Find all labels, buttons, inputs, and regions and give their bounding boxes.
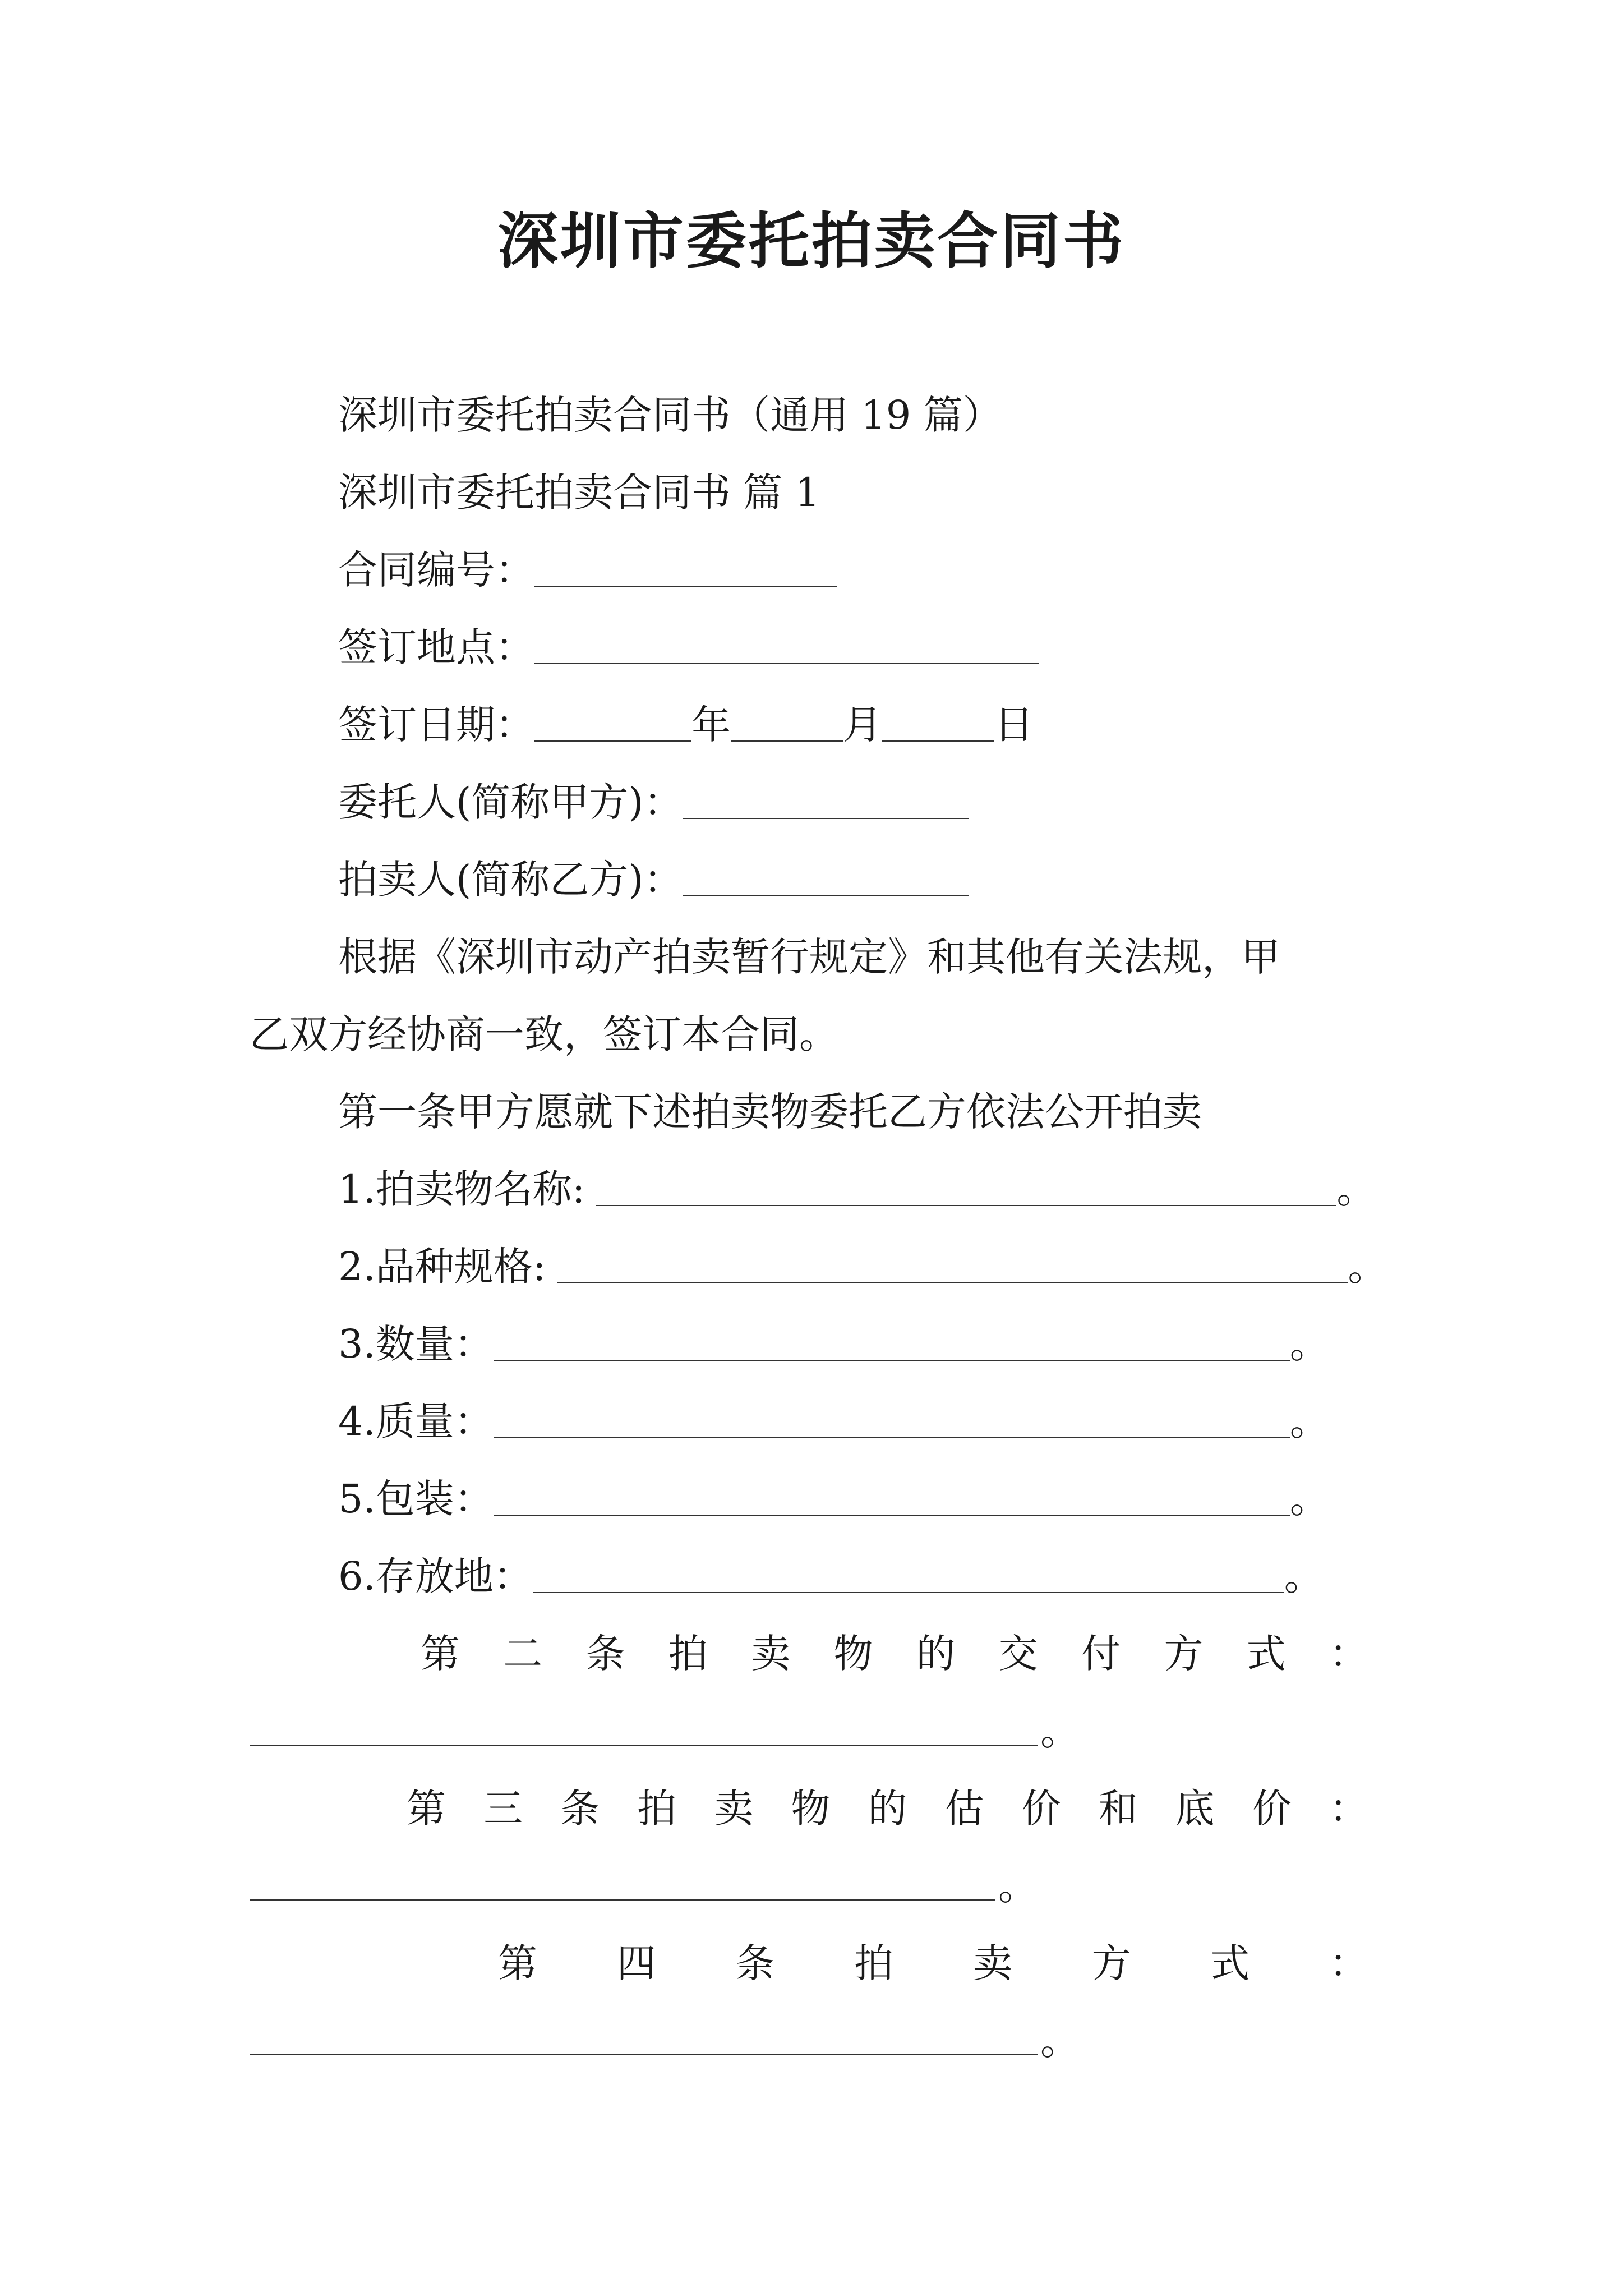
article-4-heading xyxy=(498,1935,1368,1991)
subtitle: 深圳市委托拍卖合同书（通用 19 篇） xyxy=(338,392,1002,438)
contract-number-row xyxy=(338,542,837,598)
article-3-char: 第 xyxy=(407,1786,446,1832)
intro-line-1: 根据《深圳市动产拍卖暂行规定》和其他有关法规，甲 xyxy=(338,934,1280,980)
item-1-blank[interactable] xyxy=(596,1166,1336,1206)
article-3-blank[interactable] xyxy=(250,1899,995,1901)
sign-date-label: 签订日期： xyxy=(338,702,534,748)
year-blank[interactable] xyxy=(534,701,691,742)
article-2-period: 。 xyxy=(1040,1708,1080,1754)
item-6-label: 6.存放地： xyxy=(338,1553,533,1599)
party-a-label: 委托人(简称甲方)： xyxy=(338,779,683,825)
article-2-char: 方 xyxy=(1164,1631,1204,1677)
item-3-row xyxy=(338,1316,1329,1372)
article-2-blank[interactable] xyxy=(250,1745,1038,1746)
sign-date-row xyxy=(338,697,1034,753)
article-2-char: 第 xyxy=(421,1631,460,1677)
article-3-char: 物 xyxy=(791,1786,831,1832)
sign-place-row xyxy=(338,619,1039,675)
article-2-heading xyxy=(421,1626,1368,1682)
item-5-row xyxy=(338,1471,1329,1527)
month-label: 月 xyxy=(843,702,882,748)
article-4-char: ： xyxy=(1329,1940,1368,1986)
article-3-period: 。 xyxy=(998,1863,1038,1909)
item-6-blank[interactable] xyxy=(533,1553,1284,1593)
article-3-char: 估 xyxy=(944,1786,984,1832)
article-2-char: 付 xyxy=(1081,1631,1121,1677)
article-3-heading xyxy=(407,1780,1368,1837)
party-b-blank[interactable] xyxy=(683,856,969,896)
article-2-char: 的 xyxy=(916,1631,956,1677)
sign-place-blank[interactable] xyxy=(534,624,1039,664)
article-3-char: 价 xyxy=(1021,1786,1061,1832)
article-4-period: 。 xyxy=(1040,2018,1080,2064)
article-2-char: 交 xyxy=(998,1631,1038,1677)
article-4-char: 式 xyxy=(1210,1940,1250,1986)
item-1-label: 1.拍卖物名称: xyxy=(338,1166,585,1212)
item-2-blank[interactable] xyxy=(557,1243,1348,1283)
article-2-char: 拍 xyxy=(668,1631,708,1677)
article-3-char: 底 xyxy=(1175,1786,1215,1832)
article-4-char: 第 xyxy=(498,1940,537,1986)
party-a-row xyxy=(338,774,969,830)
article-2-char: 卖 xyxy=(751,1631,791,1677)
article-3-char: 三 xyxy=(483,1786,523,1832)
contract-number-blank[interactable] xyxy=(534,546,837,587)
article-4-char: 卖 xyxy=(972,1940,1012,1986)
item-4-label: 4.质量： xyxy=(338,1398,494,1444)
item-2-row xyxy=(338,1239,1387,1295)
article-1: 第一条甲方愿就下述拍卖物委托乙方依法公开拍卖 xyxy=(338,1089,1202,1135)
item-3-label: 3.数量： xyxy=(338,1321,494,1367)
article-3-char: 价 xyxy=(1252,1786,1292,1832)
article-3-char: 条 xyxy=(560,1786,600,1832)
article-2-char: ： xyxy=(1329,1631,1368,1677)
item-3-period: 。 xyxy=(1289,1321,1329,1367)
article-2-char: 二 xyxy=(503,1631,543,1677)
article-3-char: 拍 xyxy=(637,1786,677,1832)
item-1-row xyxy=(338,1161,1376,1217)
article-4-char: 方 xyxy=(1091,1940,1131,1986)
item-5-blank[interactable] xyxy=(494,1475,1290,1516)
item-6-period: 。 xyxy=(1284,1553,1324,1599)
day-blank[interactable] xyxy=(882,701,994,742)
party-b-row xyxy=(338,852,969,908)
item-5-period: 。 xyxy=(1289,1476,1329,1522)
item-5-label: 5.包装： xyxy=(338,1476,494,1522)
day-label: 日 xyxy=(994,702,1034,748)
item-2-label: 2.品种规格: xyxy=(338,1244,546,1290)
sign-place-label: 签订地点： xyxy=(338,624,534,670)
item-4-period: 。 xyxy=(1289,1398,1329,1444)
item-6-row xyxy=(338,1548,1324,1604)
article-4-char: 条 xyxy=(735,1940,775,1986)
item-2-period: 。 xyxy=(1348,1244,1387,1290)
article-2-char: 条 xyxy=(585,1631,625,1677)
party-b-label: 拍卖人(简称乙方)： xyxy=(338,857,683,903)
article-3-char: 卖 xyxy=(714,1786,754,1832)
item-4-row xyxy=(338,1393,1329,1450)
article-2-char: 物 xyxy=(833,1631,873,1677)
article-3-char: ： xyxy=(1329,1786,1368,1832)
item-1-period: 。 xyxy=(1336,1166,1376,1212)
article-4-blank[interactable] xyxy=(250,2054,1038,2055)
contract-number-label: 合同编号： xyxy=(338,547,534,593)
article-2-char: 式 xyxy=(1246,1631,1286,1677)
item-4-blank[interactable] xyxy=(494,1398,1290,1438)
intro-line-2: 乙双方经协商一致，签订本合同。 xyxy=(250,1011,838,1057)
month-blank[interactable] xyxy=(731,701,843,742)
article-4-char: 四 xyxy=(616,1940,656,1986)
item-3-blank[interactable] xyxy=(494,1320,1290,1361)
section-heading: 深圳市委托拍卖合同书 篇 1 xyxy=(338,470,820,516)
article-3-char: 的 xyxy=(868,1786,907,1832)
article-4-char: 拍 xyxy=(854,1940,894,1986)
document-title: 深圳市委托拍卖合同书 xyxy=(497,206,1126,277)
party-a-blank[interactable] xyxy=(683,779,969,819)
year-label: 年 xyxy=(691,702,731,748)
article-3-char: 和 xyxy=(1098,1786,1138,1832)
